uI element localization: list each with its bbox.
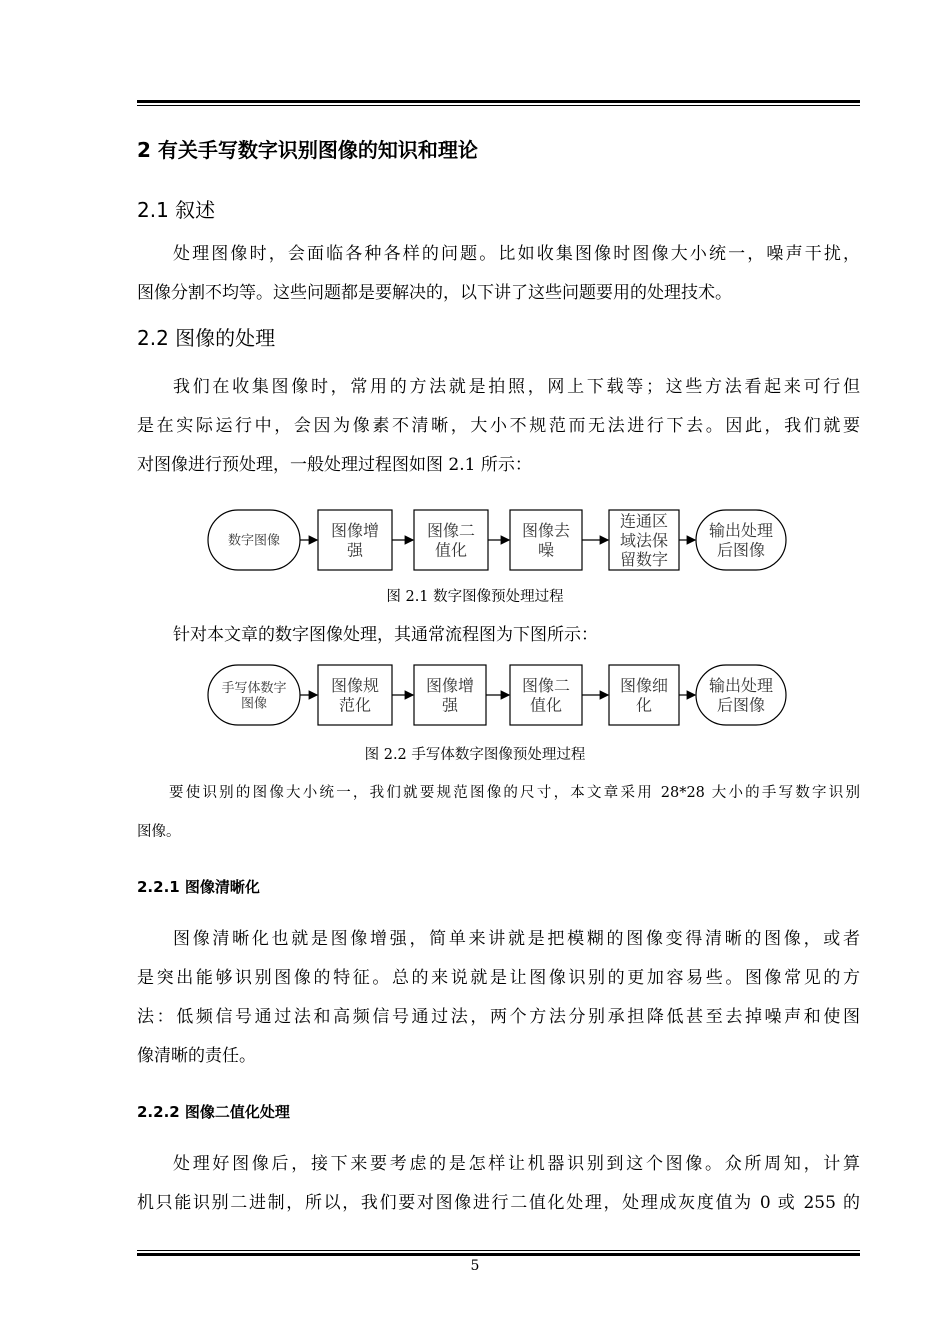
text-line: 处理好图像后，接下来要考虑的是怎样让机器识别到这个图像。众所周知，计算 [173, 1154, 860, 1174]
section-2-2-2-title: 2.2.2 图像二值化处理 [137, 1103, 290, 1121]
text-line: 机只能识别二进制，所以，我们要对图像进行二值化处理，处理成灰度值为 0 或 255 的 [137, 1193, 860, 1213]
flow-node-label: 化 [635, 695, 653, 715]
flow-node-label: 范化 [338, 695, 372, 715]
flow-node [208, 510, 300, 570]
flow-node-label: 图像增 [425, 676, 475, 696]
text-line: 对图像进行预处理，一般处理过程图如图 2.1 所示： [137, 455, 532, 475]
figure-2-1-caption: 图 2.1 数字图像预处理过程 [386, 589, 564, 605]
header-rule-thin [137, 105, 860, 106]
footer-rule [137, 1253, 860, 1256]
section-2-1-title: 2.1 叙述 [137, 198, 216, 222]
flow-node-label: 图像二 [521, 676, 571, 696]
section-2-2-2-paragraph [137, 1145, 860, 1223]
section-2-1-paragraph [137, 235, 860, 313]
flow-node [318, 665, 392, 725]
flow-node [414, 665, 486, 725]
figure-2-2-caption: 图 2.2 手写体数字图像预处理过程 [364, 747, 586, 763]
flow-node [696, 665, 786, 725]
flow-node-label: 留数字 [619, 549, 669, 569]
text-line: 法：低频信号通过法和高频信号通过法，两个方法分别承担降低甚至去掉噪声和使图 [137, 1007, 860, 1027]
flow-node-label: 图像细 [619, 676, 669, 696]
flow-node-label: 数字图像 [227, 533, 281, 549]
text-line: 图像。 [137, 824, 181, 840]
flow-node-label: 强 [441, 695, 459, 715]
flow-node [414, 510, 488, 570]
flow-node-label: 手写体数字 [221, 680, 287, 696]
text-line: 要使识别的图像大小统一，我们就要规范图像的尺寸，本文章采用 28*28 大小的手写数字识别 [169, 785, 860, 801]
text-line: 图像清晰化也就是图像增强，简单来讲就是把模糊的图像变得清晰的图像，或者 [173, 929, 860, 949]
flow-node-label: 域法保 [619, 530, 669, 550]
flow-node-label: 噪 [537, 540, 555, 560]
flow-node [318, 510, 392, 570]
flow-node [208, 665, 300, 725]
flow-node-label: 后图像 [716, 540, 766, 560]
flow-node-label: 强 [346, 540, 364, 560]
footer-rule-thin [137, 1250, 860, 1251]
flow-node [609, 665, 679, 725]
text-line: 图像分割不均等。这些问题都是要解决的，以下讲了这些问题要用的处理技术。 [137, 283, 732, 303]
flow-node [609, 510, 679, 570]
chapter-title: 2 有关手写数字识别图像的知识和理论 [137, 138, 478, 162]
text-line: 是在实际运行中，会因为像素不清晰，大小不规范而无法进行下去。因此，我们就要 [137, 416, 860, 436]
flow-node-label: 图像 [240, 696, 268, 712]
flow-node [510, 510, 582, 570]
flow-node [510, 665, 582, 725]
flow-node-label: 值化 [434, 540, 468, 560]
section-2-2-1-paragraph [137, 920, 860, 1076]
size-normalization-paragraph [137, 774, 860, 852]
flow-node-label: 图像规 [330, 676, 380, 696]
text-line: 像清晰的责任。 [137, 1046, 256, 1066]
section-2-2-title: 2.2 图像的处理 [137, 326, 276, 350]
flow-node [696, 510, 786, 570]
flow-node-label: 输出处理 [708, 521, 774, 541]
header-rule [137, 100, 860, 103]
flow-node-label: 后图像 [716, 695, 766, 715]
flow-node-label: 输出处理 [708, 676, 774, 696]
section-2-2-paragraph [137, 368, 860, 485]
flow-node-label: 值化 [529, 695, 563, 715]
flow-node-label: 图像二 [426, 521, 476, 541]
figure-2-2-flowchart [0, 660, 950, 735]
text-line: 针对本文章的数字图像处理，其通常流程图为下图所示： [173, 625, 598, 645]
flow-node-label: 连通区 [619, 511, 669, 531]
text-line: 处理图像时，会面临各种各样的问题。比如收集图像时图像大小统一，噪声干扰， [173, 244, 860, 264]
section-2-2-1-title: 2.2.1 图像清晰化 [137, 878, 260, 896]
text-line: 我们在收集图像时，常用的方法就是拍照，网上下载等；这些方法看起来可行但 [173, 377, 860, 397]
page-number: 5 [470, 1258, 480, 1274]
flow-node-label: 图像去 [521, 521, 571, 541]
flow-intro-paragraph [137, 616, 860, 655]
figure-2-1-flowchart [0, 500, 950, 580]
flow-node-label: 图像增 [330, 521, 380, 541]
text-line: 是突出能够识别图像的特征。总的来说就是让图像识别的更加容易些。图像常见的方 [137, 968, 860, 988]
